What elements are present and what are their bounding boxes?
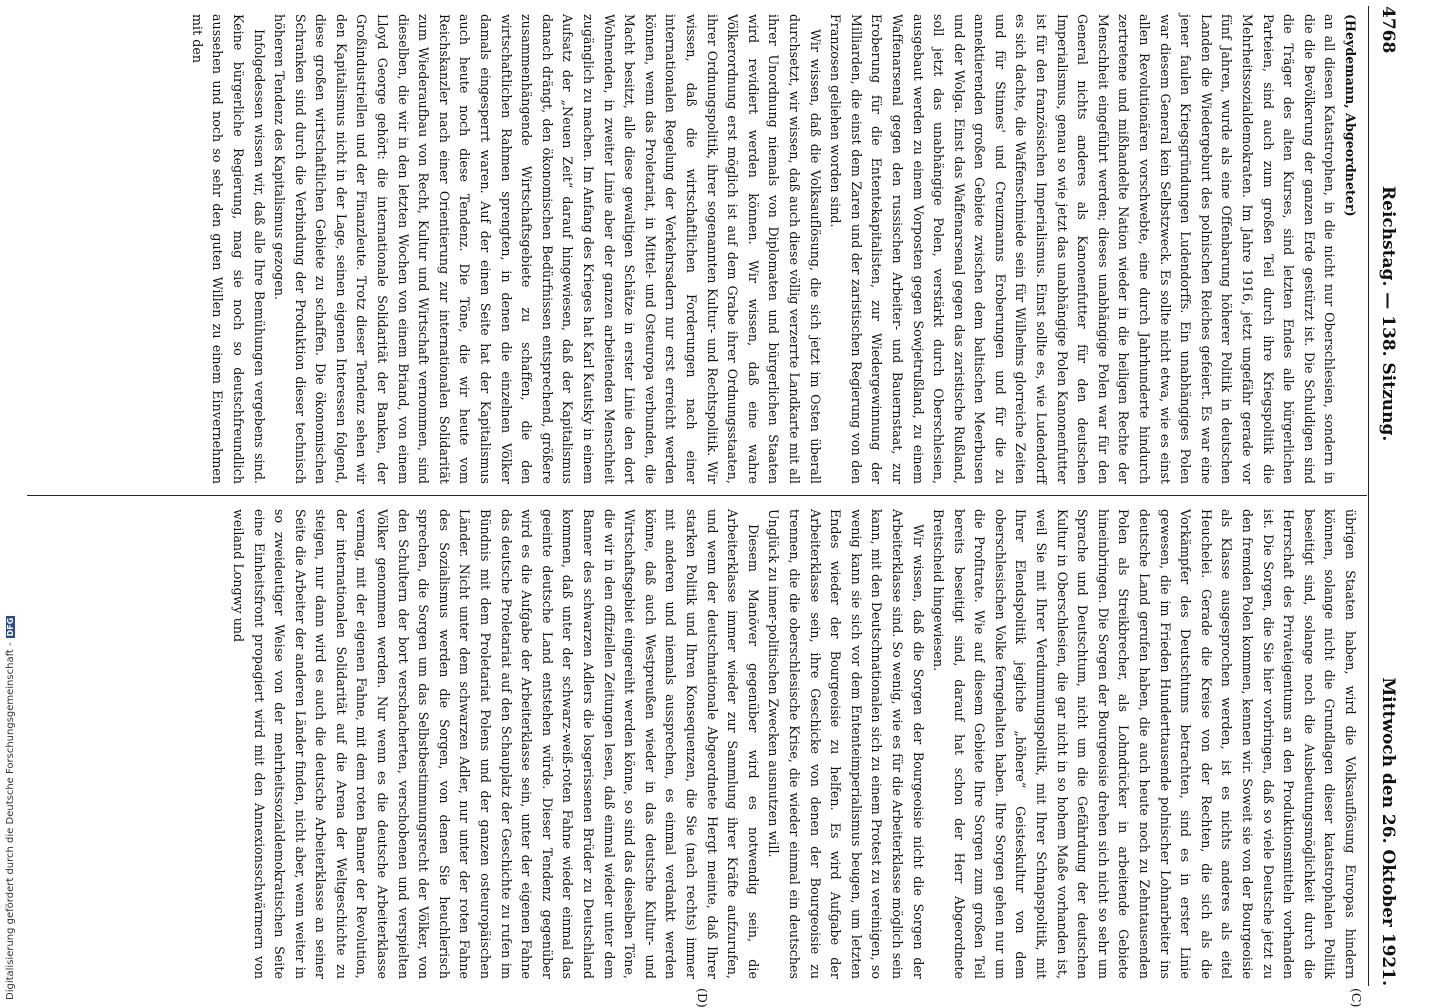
dfg-logo: DFG	[6, 617, 15, 637]
session-title: Reichstag. — 138. Sitzung.	[1378, 186, 1398, 442]
left-paragraph-3: Infolgedessen wissen wir, daß alle Ihre Bemühungen vergebens sind. Keine bürgerliche Regierung, mag sie noch so deutschfreundlich aussehen und noch so sehr den guten Willen zu einem Einvernehmen mit den	[189, 14, 267, 484]
margin-mark-d: (D)	[695, 988, 710, 1008]
header-rule	[1368, 6, 1369, 986]
speaker-label: (Heydemann, Abgeordneter)	[1343, 14, 1358, 217]
right-paragraph-3: Diesem Manöver gegenüber wird es notwendig sein, die Arbeiterklasse immer wieder zur Sammlung ihrer Kräfte aufzurufen, und wenn der deutschnationale Abgeordnete Hergt meinte, daß Ihrer starken Politik und Ihren Konsequenzen, die Sie (nach rechts) immer mit anderen und niemals aussprechen, es einmal verdankt werden könne, daß auch Westpreußen wieder in das deutsche Kultur- und Wirtschaftsgebiet eingereiht werden könne, so sind das dieselben Töne, die wir in den offiziellen Zeitungen lesen, daß einmal wieder unter dem Banner des schwarzen Adlers die losgerissenen Brüder zu Deutschland kommen, daß unter der schwarz-weiß-roten Fahne wieder einmal das geeinte deutsche Land entstehen würde. Dieser Tendenz gegenüber wird es die Aufgabe der Arbeiterklasse sein, unter der eigenen Fahne das deutsche Proletariat auf den Schauplatz der Geschichte zu rufen im Bündnis mit dem Proletariat Polens und der ganzen osteuropäischen Länder. Nicht unter dem schwarzen Adler, nur unter der roten Fahne des Sozialismus werden die Sorgen, von denen Sie heuchlerisch sprechen, die Sorgen um das Selbstbestimmungsrecht der Völker, von den Schultern der bort verschacherten, verschobenen und verspielten Völker genommen werden. Nur wenn es die deutsche Arbeiterklasse vermag, mit der eigenen Fahne, mit dem roten Banner der Revolution, der internationalen Solidarität auf die Arena der Weltgeschichte zu steigen, nur dann wird es auch die deutsche Arbeiterklasse an seiner Seite die Arbeiter der anderen Länder finden, nicht aber, wenn weiter in so zweideutiger Weise von der mehrheitssozialdemokratischen Seite eine Einheitsfront propagiert wird mit den Annexionsschwärmern von weiland Longwy und	[230, 509, 761, 979]
left-paragraph-2: Wir wissen, daß die Volksauflösung, die sich jetzt im Osten überall durchsetzt, wir wissen, daß auch diese völlig verzerrte Landkarte mit all ihrer Unordnung niemals von Diplomaten und bürgerlichen Staaten wird revidiert werden können. Wir wissen, daß eine wahre Völkerordnung erst möglich ist auf dem Grabe ihrer Ordnungsstaaten, ihrer Ordnungspolitik, ihrer sogenannten Kultur- und Rechtspolitik. Wir wissen, daß die wirtschaftlichen Forderungen nach einer internationalen Regelung der Verkehrsadern nur erst erreicht werden können, wenn das Proletariat, in Mittel- und Osteuropa verbunden, die Macht besitzt, alle diese gewaltigen Schätze in erster Linie den dort Wohnenden, in zweiter Linie aber der ganzen arbeitenden Menschheit zugänglich zu machen. Im Anfang des Krieges hat Karl Kautsky in einem Aufsatz der „Neuen Zeit“ darauf hingewiesen, daß der Kapitalismus danach drängt, den ökonomischen Bedürfnissen entsprechend, größere zusammenhängende Wirtschaftsgebiete zu schaffen, die den wirtschaftlichen Rahmen sprengten, in denen die einzelnen Völker damals eingesperrt waren. Auf der einen Seite hat der Kapitalismus auch heute noch diese Tendenz. Die Töne, die wir heute vom Reichskanzler nach einer Orientierung zur internationalen Solidarität zum Wiederaufbau von Recht, Kultur und Wirtschaft vernommen, sind dieselben, die wir in den letzten Wochen von einem Briand, von einem Lloyd George gehört: die internationale Solidarität der Banken, der Großindustriellen und der Finanzleute. Trotz dieser Tendenz sehen wir den Kapitalismus nicht in der Lage, seinen eigenen Interessen folgend, diese großen wirtschaftlichen Gebiete zu schaffen. Die ökonomischen Schranken sind durch die Verbindung der Produktion dieser technisch höheren Tendenz des Kapitalismus gezogen.	[272, 14, 823, 484]
right-column	[30, 509, 1360, 979]
right-paragraph-1: übrigen Staaten haben, wird die Volksauflösung Europas hindern können, solange nicht die Grundlagen dieser katastrophalen Politik beseitigt sind, solange noch die Ausbeutungsmöglichkeit durch die Herrschaft des Privateigentums an den Produktionsmitteln vorhanden ist. Die Sorgen, die Sie hier vorbringen, daß so viele Deutsche jetzt zu den fremden Polen kommen, kennen wir. Soweit sie von der Bourgeoisie als Klasse ausgesprochen werden, ist es nichts anderes als eitel Heuchelei. Gerade die Kreise von der Rechten, die sich als die Vorkämpfer des Deutschtums betrachten, sind es in erster Linie gewesen, die im Frieden Hunderttausende polnischer Lohnarbeiter ins deutsche Land gerufen haben, die auch heute noch zu Zehntausenden Polen als Streikbrecher, als Lohndrücker in arbeitende Gebiete hineinbringen. Die Sorgen der Bourgeoisie drehen sich nicht so sehr um Sprache und Deutschtum, nicht um die Gefährdung der deutschen Kultur in Oberschlesien, die gar nicht in so hohem Maße vorhanden ist, weil Sie mit Ihrer Verdummungspolitik, mit Ihrer Schnapspolitik, mit Ihrer Elendspolitik jegliche „höhere“ Geisteskultur von dem oberschlesischen Volke ferngehalten haben. Ihre Sorgen gehen nur um die Profitrate. Wie auf diesem Gebiete Ihre Sorgen zum großen Teil bereits beseitigt sind, darauf hat schon der Herr Abgeordnete Breitscheid hingewiesen.	[931, 509, 1358, 979]
left-column	[30, 14, 1360, 484]
page-number: 4768	[1378, 6, 1398, 54]
session-date: Mittwoch den 26. Oktober 1921.	[1378, 677, 1398, 986]
credit-text: Digitalisierung gefördert durch die Deutsche Forschungsgemeinschaft -	[5, 642, 16, 1000]
left-paragraph-1: an all diesen Katastrophen, in die nicht nur Oberschlesien, sondern in die die Bevölkerung der ganzen Erde gestürzt ist. Die Schuldigen sind die Träger des alten Kurses, sind letzten Endes alle bürgerlichen Parteien, sind auch zum großen Teil durch ihre Kriegspolitik die Mehrheitssozialdemokraten. Im Jahre 1916, jetzt ungefähr gerade vor fünf Jahren, wurde als eine Offenbarung höherer Politik in deutschen Landen die Wiedergeburt des polnischen Reiches gefeiert. Es war eine jener faulen Kriegsgründungen Ludendorffs. Ein unabhängiges Polen war diesem General kein Selbstzweck. Es sollte nicht etwa, wie es einst allen Revolutionären vorschwebte, eine durch Jahrhunderte hindurch zertretene und mißhandelte Nation wieder in die heiligen Rechte der Menschheit eingeführt werden; dieses unabhängige Polen war für den General nichts anderes als Kanonenfutter für den deutschen Imperialismus, genau so wie jetzt das unabhängige Polen Kanonenfutter ist für den französischen Imperialismus. Einst sollte es, wie Ludendorff es sich dachte, die Waffenschmiede sein für Wilhelms glorreiche Zeiten und für Stinnes' und Creuzmanns Eroberungen und für die zu annektierenden großen Gebiete zwischen dem baltischen Meerbusen und der Wolga. Einst das Waffenarsenal gegen das zaristische Rußland, soll jetzt das unabhängige Polen, verstärkt durch Oberschlesien, ausgebaut werden zu einem Vorposten gegen Sowjetrußland, zu einem Waffenarsenal gegen den russischen Arbeiter- und Bauernstaat, zur Eroberung für die Ententekapitalisten, zur Wiedergewinnung der Milliarden, die einst dem Zaren und der zaristischen Regierung von den Franzosen geliehen worden sind.	[828, 14, 1338, 484]
page-header	[1370, 6, 1400, 986]
column-divider	[27, 495, 1367, 496]
margin-mark-c: (C)	[1349, 988, 1364, 1008]
digitization-credit	[5, 616, 16, 1000]
right-paragraph-2: Wir wissen, daß die Sorgen der Bourgeoisie nicht die Sorgen der Arbeiterklasse sind. So wenig, wie es für die Arbeiterklasse möglich sein kann, mit den Deutschnationalen sich zu einem Protest zu vereinigen, so wenig kann sie sich vor dem Ententeimperialismus beugen, um letzten Endes wieder der Bourgeoisie zu helfen. Es wird Aufgabe der Arbeiterklasse sein, ihre Geschicke von denen der Bourgeoisie zu trennen, die die oberschlesische Krise, die wieder einmal ein deutsches Unglück zu inner-politischen Zwecken ausnutzen will.	[766, 509, 926, 979]
rotated-newspaper-page	[20, 6, 1400, 1008]
